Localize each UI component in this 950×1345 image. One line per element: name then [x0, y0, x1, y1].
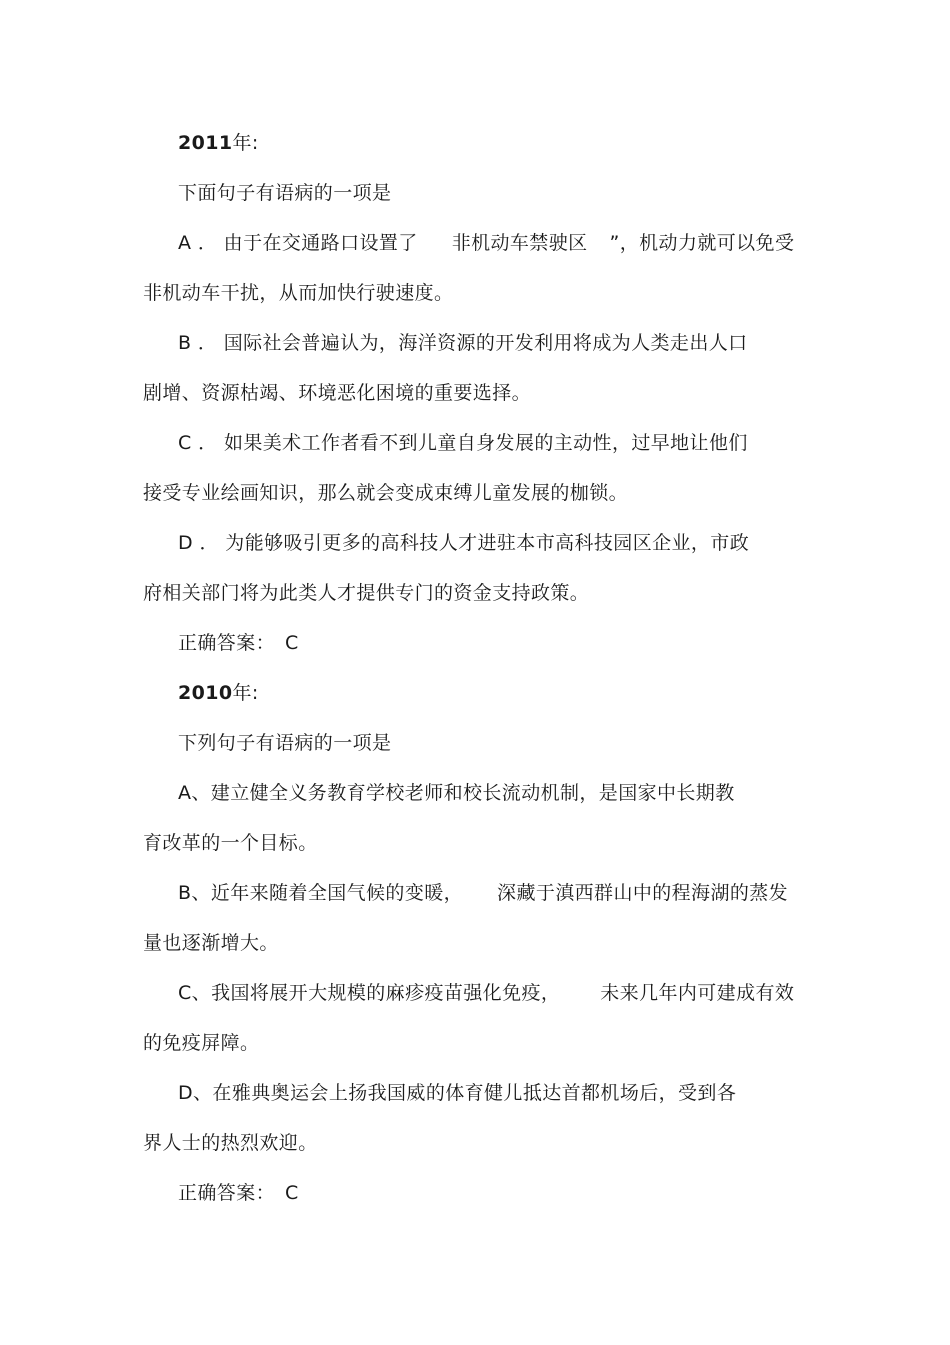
year-heading: 2010年: — [178, 682, 259, 704]
option-d-line2: 界人士的热烈欢迎。 — [143, 1132, 318, 1154]
option-a-line1: A ． 由于在交通路口设置了 非机动车禁驶区 ”，机动力就可以免受 — [178, 232, 795, 254]
option-c-line2: 接受专业绘画知识，那么就会变成束缚儿童发展的枷锁。 — [143, 482, 629, 504]
answer-value: C — [285, 1182, 299, 1204]
option-c-line1: C、我国将展开大规模的麻疹疫苗强化免疫， 未来几年内可建成有效 — [178, 982, 795, 1004]
option-c-line1: C ． 如果美术工作者看不到儿童自身发展的主动性，过早地让他们 — [178, 432, 748, 454]
option-a-line1: A、建立健全义务教育学校老师和校长流动机制，是国家中长期教 — [178, 782, 735, 804]
answer-value: C — [285, 632, 299, 654]
option-b-line2: 剧增、资源枯竭、环境恶化困境的重要选择。 — [143, 382, 532, 404]
option-b-line1: B、近年来随着全国气候的变暖， 深藏于滇西群山中的程海湖的蒸发 — [178, 882, 789, 904]
option-b-line2: 量也逐渐增大。 — [143, 932, 279, 954]
option-a-line2: 育改革的一个目标。 — [143, 832, 318, 854]
option-a-line2: 非机动车干扰，从而加快行驶速度。 — [143, 282, 454, 304]
answer-line: 正确答案： C — [178, 1182, 299, 1204]
question-prompt: 下列句子有语病的一项是 — [178, 732, 392, 754]
answer-line: 正确答案： C — [178, 632, 299, 654]
option-b-line1: B ． 国际社会普遍认为，海洋资源的开发利用将成为人类走出人口 — [178, 332, 748, 354]
option-d-line2: 府相关部门将为此类人才提供专门的资金支持政策。 — [143, 582, 590, 604]
year-heading: 2011年: — [178, 132, 259, 154]
option-c-line2: 的免疫屏障。 — [143, 1032, 260, 1054]
option-d-line1: D、在雅典奥运会上扬我国威的体育健儿抵达首都机场后，受到各 — [178, 1082, 737, 1104]
question-prompt: 下面句子有语病的一项是 — [178, 182, 392, 204]
option-d-line1: D ． 为能够吸引更多的高科技人才进驻本市高科技园区企业，市政 — [178, 532, 750, 554]
